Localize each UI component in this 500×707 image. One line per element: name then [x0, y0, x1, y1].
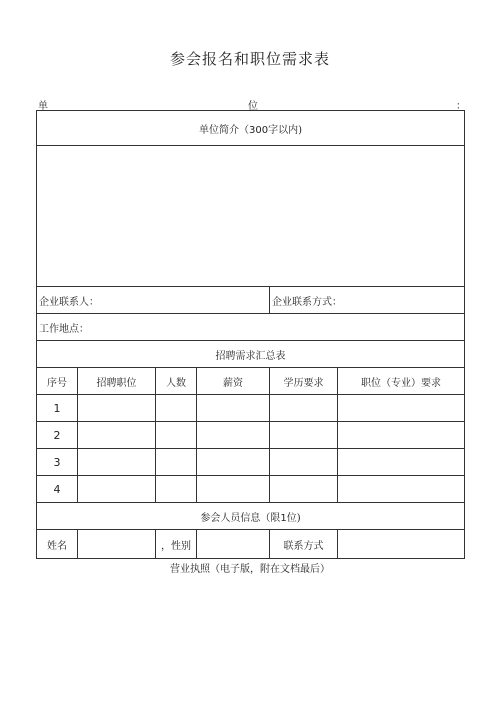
salary-cell[interactable]: [197, 476, 270, 503]
education-cell[interactable]: [270, 395, 338, 422]
salary-cell[interactable]: [197, 449, 270, 476]
attendee-info-title-row: [37, 503, 465, 530]
page-title: 参会报名和职位需求表: [169, 50, 330, 68]
headcount-cell[interactable]: [156, 422, 197, 449]
contact-person-label: 企业联系人：: [39, 296, 99, 308]
requirements-cell[interactable]: [338, 476, 465, 503]
position-cell[interactable]: [78, 476, 156, 503]
education-cell[interactable]: [270, 476, 338, 503]
header-position: 招聘职位: [78, 368, 156, 395]
attendee-info-title: [37, 503, 465, 530]
recruit-row-no: 4: [37, 476, 78, 503]
recruit-row-no: 3: [37, 449, 78, 476]
recruit-row-no: 1: [37, 395, 78, 422]
education-cell[interactable]: [270, 422, 338, 449]
unit-line: [38, 97, 466, 112]
header-salary: 薪资: [197, 368, 270, 395]
position-cell[interactable]: [78, 422, 156, 449]
headcount-cell[interactable]: [156, 395, 197, 422]
education-cell[interactable]: [270, 449, 338, 476]
headcount-cell[interactable]: [156, 449, 197, 476]
recruit-summary-title: 招聘需求汇总表: [37, 341, 465, 368]
recruit-row: [37, 476, 465, 503]
attendee-info-suffix: 位): [286, 512, 301, 524]
header-headcount: 人数: [156, 368, 197, 395]
headcount-cell[interactable]: [156, 476, 197, 503]
contact-person-field[interactable]: [37, 287, 270, 314]
intro-content-row: [37, 146, 465, 287]
salary-cell[interactable]: [197, 422, 270, 449]
work-location-row: [37, 314, 465, 341]
unit-label-left: 单: [38, 101, 48, 112]
header-requirements: 职位（专业）要求: [338, 368, 465, 395]
recruit-summary-title-row: [37, 341, 465, 368]
contact-method-field[interactable]: [270, 287, 465, 314]
unit-label-right: 位: [248, 101, 258, 112]
salary-cell[interactable]: [197, 395, 270, 422]
intro-content-field[interactable]: [37, 146, 465, 287]
intro-suffix: 字以内): [268, 124, 303, 136]
recruit-row-no: 2: [37, 422, 78, 449]
recruit-header-row: [37, 368, 465, 395]
requirements-cell[interactable]: [338, 395, 465, 422]
requirements-cell[interactable]: [338, 422, 465, 449]
work-location-label: 工作地点：: [39, 323, 89, 335]
unit-colon: ：: [456, 101, 466, 112]
contact-row: [37, 287, 465, 314]
name-field[interactable]: [78, 530, 156, 559]
position-cell[interactable]: [78, 395, 156, 422]
header-education: 学历要求: [270, 368, 338, 395]
intro-header-row: [37, 111, 465, 146]
position-cell[interactable]: [78, 449, 156, 476]
work-location-field[interactable]: [37, 314, 465, 341]
name-label: 姓名: [37, 530, 78, 559]
gender-field[interactable]: [197, 530, 270, 559]
intro-header-cell: [37, 111, 465, 146]
intro-limit: 300: [249, 124, 269, 136]
header-no: 序号: [37, 368, 78, 395]
contact-method-label: 企业联系方式：: [272, 296, 342, 308]
footnote: 营业执照（电子版，附在文档最后）: [170, 564, 330, 575]
gender-label: ，性别: [156, 530, 197, 559]
requirements-cell[interactable]: [338, 449, 465, 476]
attendee-info-count: 1: [280, 512, 287, 524]
registration-form-table: [36, 110, 465, 559]
contact-field[interactable]: [338, 530, 465, 559]
recruit-row: [37, 422, 465, 449]
recruit-row: [37, 449, 465, 476]
contact-label: 联系方式: [270, 530, 338, 559]
attendee-info-prefix: 参会人员信息（限: [200, 512, 281, 524]
intro-prefix: 单位简介（: [199, 124, 250, 136]
recruit-row: [37, 395, 465, 422]
attendee-fields-row: [37, 530, 465, 559]
